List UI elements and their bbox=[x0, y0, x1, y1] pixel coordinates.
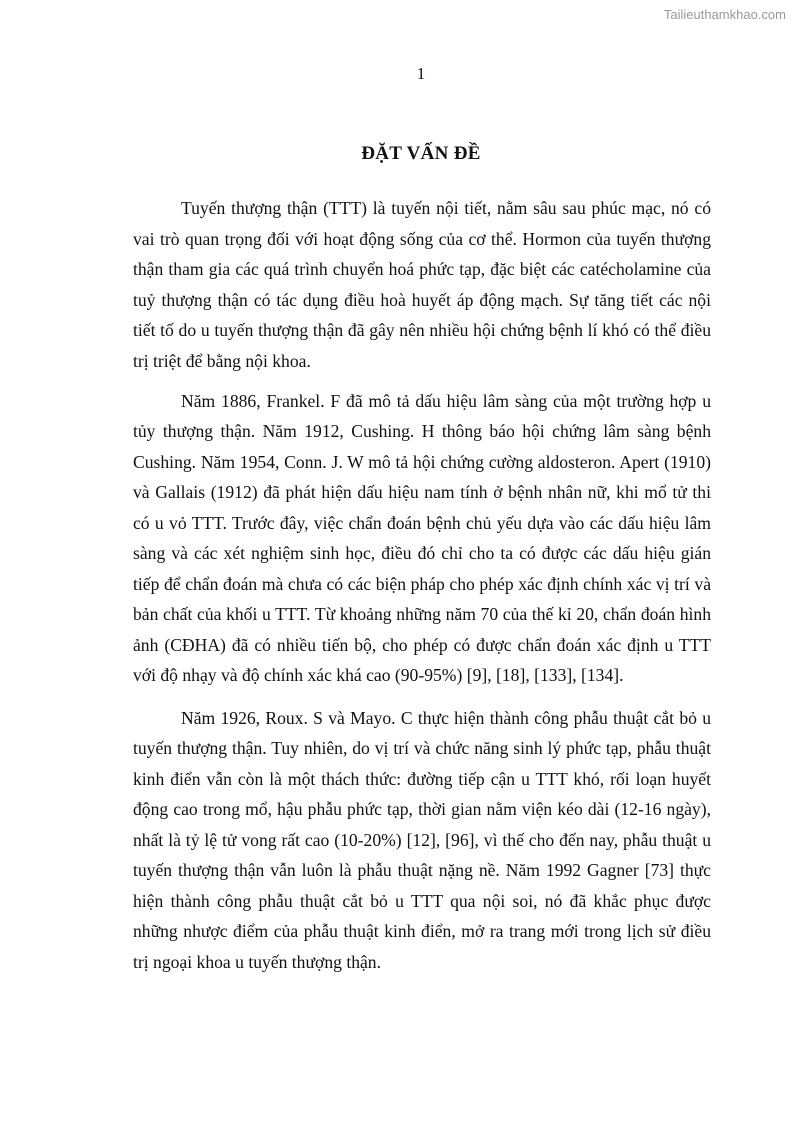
page-number: 1 bbox=[416, 64, 426, 83]
paragraph-intro: Tuyến thượng thận (TTT) là tuyến nội tiết, nằm sâu sau phúc mạc, nó có vai trò quan trọng đối với hoạt động sống của cơ thể. Hormon của tuyến thượng thận tham gia các quá trình chuyển hoá phức tạp, đặc biệt các catécholamine của tuỷ thượng thận có tác dụng điều hoà huyết áp động mạch. Sự tăng tiết các nội tiết tố do u tuyến thượng thận đã gây nên nhiều hội chứng bệnh lí khó có thể điều trị triệt để bằng nội khoa. bbox=[133, 198, 711, 371]
watermark: Tailieuthamkhao.com bbox=[663, 7, 786, 22]
paragraph-history: Năm 1886, Frankel. F đã mô tả dấu hiệu lâm sàng của một trường hợp u tủy thượng thận. Năm 1912, Cushing. H thông báo hội chứng lâm sàng bệnh Cushing. Năm 1954, Conn. J. W mô tả hội chứng cường aldosteron. Apert (1910) và Gallais (1912) đã phát hiện dấu hiệu nam tính ở bệnh nhân nữ, khi mổ tử thi có u vỏ TTT. Trước đây, việc chẩn đoán bệnh chủ yếu dựa vào các dấu hiệu lâm sàng và các xét nghiệm sinh học, điều đó chỉ cho ta có được các dấu hiệu gián tiếp để chẩn đoán mà chưa có các biện pháp cho phép xác định chính xác vị trí và bản chất của khối u TTT. Từ khoảng những năm 70 của thế kỉ 20, chẩn đoán hình ảnh (CĐHA) đã có nhiều tiến bộ, cho phép có được chẩn đoán xác định u TTT với độ nhạy và độ chính xác khá cao (90-95%) [9], [18], [133], [134]. bbox=[133, 390, 711, 685]
body-text bbox=[133, 193, 711, 987]
paragraph-surgery: Năm 1926, Roux. S và Mayo. C thực hiện thành công phẫu thuật cắt bỏ u tuyến thượng thận. Tuy nhiên, do vị trí và chức năng sinh lý phức tạp, phẫu thuật kinh điển vẫn còn là một thách thức: đường tiếp cận u TTT khó, rối loạn huyết động cao trong mổ, hậu phẫu phức tạp, thời gian nằm viện kéo dài (12-16 ngày), nhất là tỷ lệ tử vong rất cao (10-20%) [12], [96], vì thế cho đến nay, phẫu thuật u tuyến thượng thận vẫn luôn là phẫu thuật nặng nề. Năm 1992 Gagner [73] thực hiện thành công phẫu thuật cắt bỏ u TTT qua nội soi, nó đã khắc phục được những nhược điểm của phẫu thuật kinh điển, mở ra trang mới trong lịch sử điều trị ngoại khoa u tuyến thượng thận. bbox=[133, 707, 711, 972]
page-title: ĐẶT VẤN ĐỀ bbox=[361, 143, 481, 164]
